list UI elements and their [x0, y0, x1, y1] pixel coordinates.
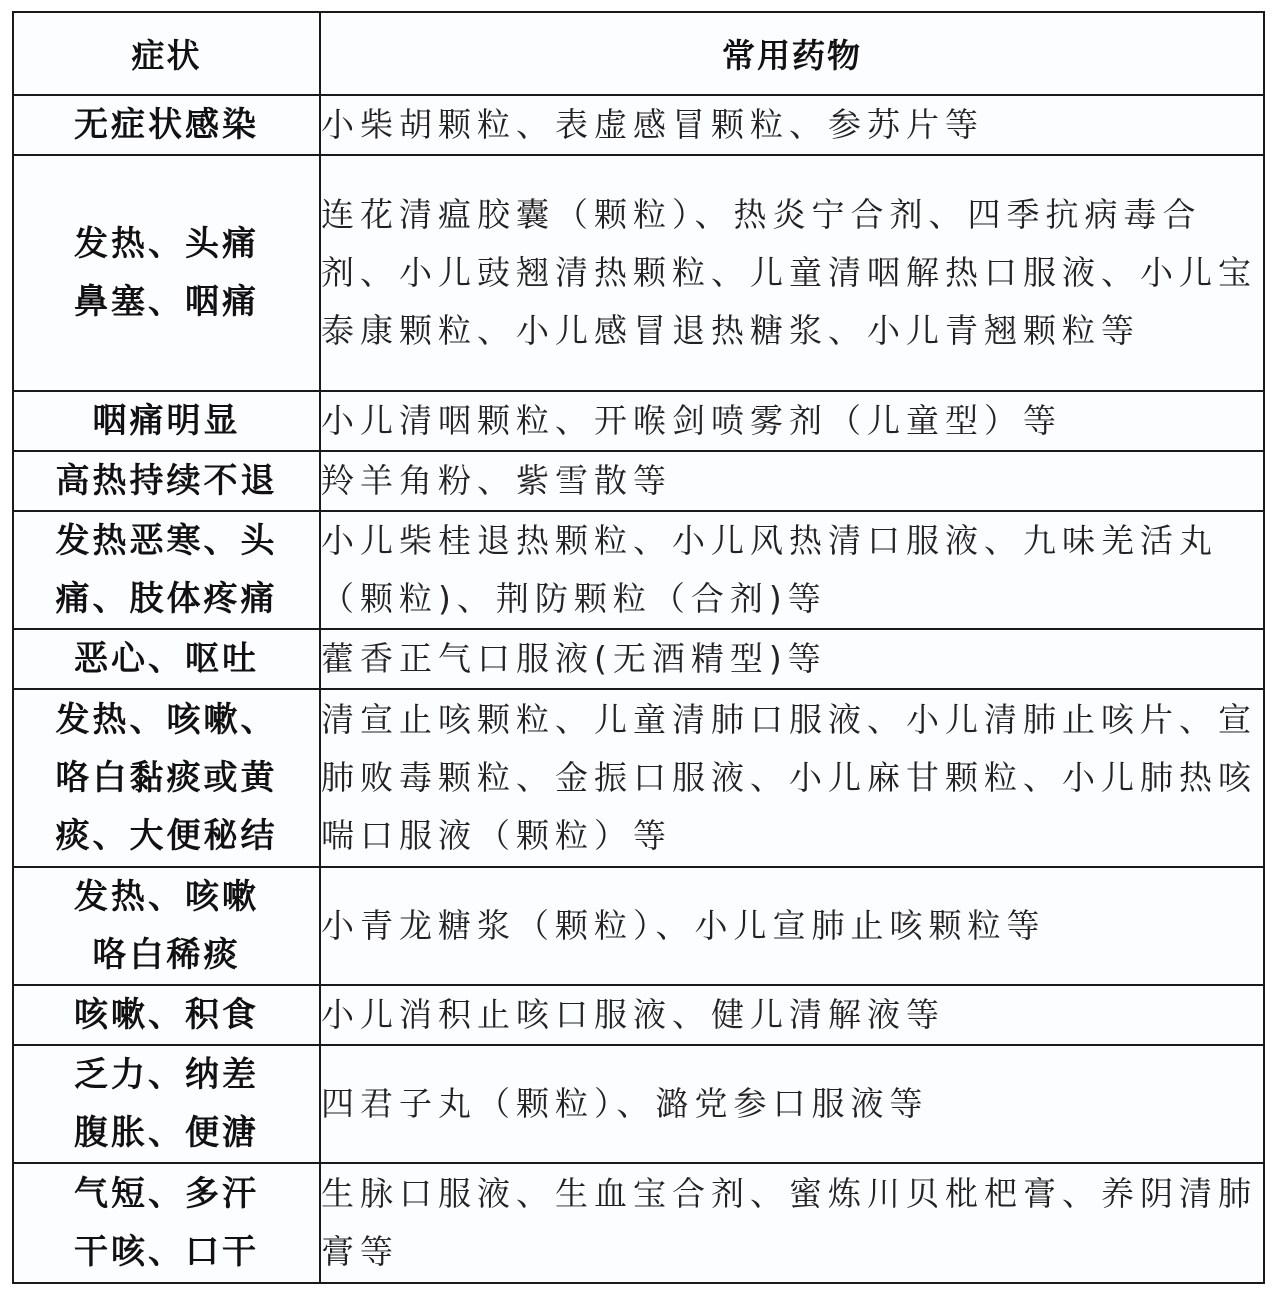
medicine-cell: 四君子丸（颗粒）、潞党参口服液等 — [320, 1045, 1264, 1163]
symptom-text: 腹胀、便溏 — [74, 1113, 259, 1153]
table-row — [13, 689, 1264, 867]
table-row — [13, 95, 1264, 155]
table-row — [13, 511, 1264, 629]
medicine-cell: 羚羊角粉、紫雪散等 — [320, 451, 1264, 511]
symptom-cell — [13, 155, 320, 391]
symptom-text: 干咳、口干 — [74, 1232, 259, 1272]
symptom-cell — [13, 867, 320, 985]
symptom-cell — [13, 95, 320, 155]
header-medicine: 常用药物 — [320, 12, 1264, 95]
table-row — [13, 867, 1264, 985]
symptom-text: 痰、大便秘结 — [55, 816, 278, 856]
symptom-cell — [13, 985, 320, 1045]
symptom-text: 高热持续不退 — [55, 461, 278, 501]
symptom-cell — [13, 629, 320, 689]
symptom-text: 咽痛明显 — [92, 401, 241, 441]
table-row — [13, 629, 1264, 689]
symptom-text: 无症状感染 — [74, 105, 259, 145]
symptom-cell — [13, 1045, 320, 1163]
table-row — [13, 391, 1264, 451]
medicine-cell: 小青龙糖浆（颗粒）、小儿宣肺止咳颗粒等 — [320, 867, 1264, 985]
table-body — [13, 95, 1264, 1283]
symptom-text: 气短、多汗 — [74, 1174, 259, 1214]
header-symptom: 症状 — [13, 12, 320, 95]
medicine-cell: 小儿清咽颗粒、开喉剑喷雾剂（儿童型）等 — [320, 391, 1264, 451]
medicine-cell: 连花清瘟胶囊（颗粒）、热炎宁合剂、四季抗病毒合剂、小儿豉翘清热颗粒、儿童清咽解热口服液、小儿宝泰康颗粒、小儿感冒退热糖浆、小儿青翘颗粒等 — [320, 155, 1264, 391]
table-row — [13, 155, 1264, 391]
symptom-text: 发热、头痛 — [74, 224, 259, 264]
symptom-text: 发热恶寒、头 — [55, 521, 278, 561]
table-row — [13, 1045, 1264, 1163]
medicine-cell: 小儿消积止咳口服液、健儿清解液等 — [320, 985, 1264, 1045]
symptom-cell — [13, 391, 320, 451]
symptom-cell — [13, 1163, 320, 1283]
medicine-cell: 清宣止咳颗粒、儿童清肺口服液、小儿清肺止咳片、宣肺败毒颗粒、金振口服液、小儿麻甘颗粒、小儿肺热咳喘口服液（颗粒）等 — [320, 689, 1264, 867]
symptom-text: 发热、咳嗽、 — [55, 700, 278, 740]
medicine-cell: 小柴胡颗粒、表虚感冒颗粒、参苏片等 — [320, 95, 1264, 155]
symptom-text: 鼻塞、咽痛 — [74, 282, 259, 322]
symptom-text: 咯白稀痰 — [92, 935, 241, 975]
medicine-cell: 小儿柴桂退热颗粒、小儿风热清口服液、九味羌活丸（颗粒)、荆防颗粒（合剂)等 — [320, 511, 1264, 629]
table-header-row — [13, 12, 1264, 95]
medication-table — [12, 11, 1265, 1284]
table-row — [13, 985, 1264, 1045]
symptom-text: 恶心、呕吐 — [74, 639, 259, 679]
symptom-text: 发热、咳嗽 — [74, 877, 259, 917]
symptom-text: 咳嗽、积食 — [74, 995, 259, 1035]
table-row — [13, 1163, 1264, 1283]
symptom-cell — [13, 689, 320, 867]
symptom-text: 乏力、纳差 — [74, 1055, 259, 1095]
symptom-text: 痛、肢体疼痛 — [55, 579, 278, 619]
table-row — [13, 451, 1264, 511]
symptom-cell — [13, 511, 320, 629]
symptom-text: 咯白黏痰或黄 — [55, 758, 278, 798]
medicine-cell: 生脉口服液、生血宝合剂、蜜炼川贝枇杷膏、养阴清肺膏等 — [320, 1163, 1264, 1283]
medicine-cell: 藿香正气口服液(无酒精型)等 — [320, 629, 1264, 689]
symptom-cell — [13, 451, 320, 511]
